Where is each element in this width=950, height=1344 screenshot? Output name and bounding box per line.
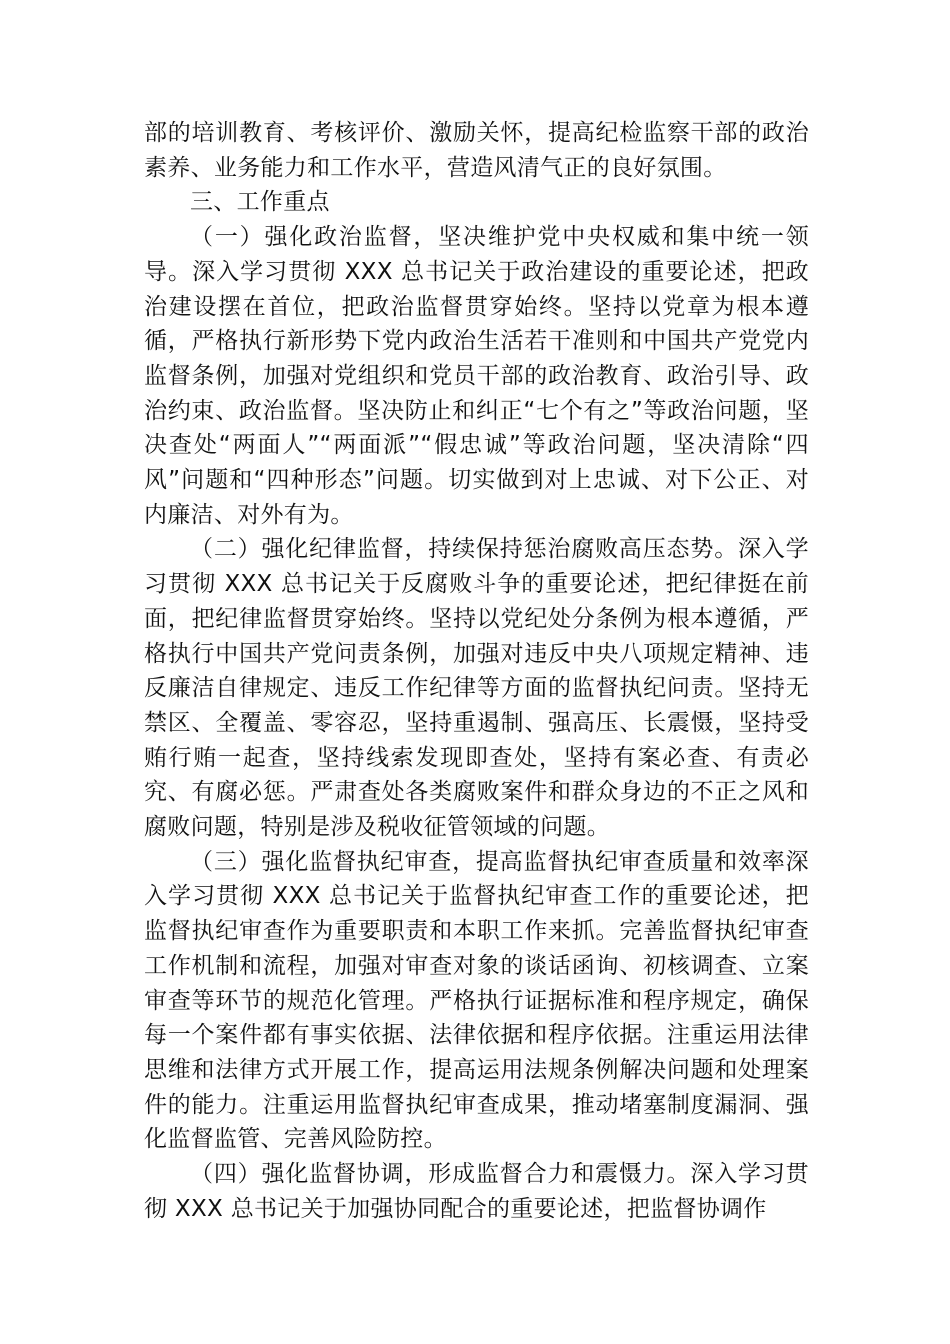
body-paragraph-review-investigation: （三）强化监督执纪审查，提高监督执纪审查质量和效率深入学习贯彻 XXX 总书记关于监督执纪审查工作的重要论述，把监督执纪审查作为重要职责和本职工作来抓。完善监督执纪审查工作机制和流程，加强对审查对象的谈话函询、初核调查、立案审查等环节的规范化管理。严格执行证据标准和程序规定，确保每一个案件都有事实依据、法律依据和程序依据。注重运用法律思维和法律方式开展工作，提高运用法规条例解决问题和处理案件的能力。注重运用监督执纪审查成果，推动堵塞制度漏洞、强化监督监管、完善风险防控。 xyxy=(144,848,809,1153)
body-paragraph-discipline-supervision: （二）强化纪律监督，持续保持惩治腐败高压态势。深入学习贯彻 XXX 总书记关于反腐败斗争的重要论述，把纪律挺在前面，把纪律监督贯穿始终。坚持以党纪处分条例为根本遵循，严格执行中国共产党问责条例，加强对违反中央八项规定精神、违反廉洁自律规定、违反工作纪律等方面的监督执纪问责。坚持无禁区、全覆盖、零容忍，坚持重遏制、强高压、长震慑，坚持受贿行贿一起查，坚持线索发现即查处，坚持有案必查、有责必究、有腐必惩。严肃查处各类腐败案件和群众身边的不正之风和腐败问题，特别是涉及税收征管领域的问题。 xyxy=(144,536,809,841)
body-paragraph-supervision-coordination: （四）强化监督协调，形成监督合力和震慑力。深入学习贯彻 XXX 总书记关于加强协同配合的重要论述，把监督协调作 xyxy=(144,1161,809,1222)
section-heading: 三、工作重点 xyxy=(190,189,330,216)
body-paragraph-political-supervision: （一）强化政治监督，坚决维护党中央权威和集中统一领导。深入学习贯彻 XXX 总书记关于政治建设的重要论述，把政治建设摆在首位，把政治监督贯穿始终。坚持以党章为根本遵循，严格执行新形势下党内政治生活若干准则和中国共产党党内监督条例，加强对党组织和党员干部的政治教育、政治引导、政治约束、政治监督。坚决防止和纠正“七个有之”等政治问题，坚决查处“两面人”“两面派”“假忠诚”等政治问题，坚决清除“四风”问题和“四种形态”问题。切实做到对上忠诚、对下公正、对内廉洁、对外有为。 xyxy=(144,224,809,528)
document-page xyxy=(144,116,809,1227)
continuation-paragraph: 部的培训教育、考核评价、激励关怀，提高纪检监察干部的政治素养、业务能力和工作水平，营造风清气正的良好氛围。 xyxy=(144,120,809,181)
